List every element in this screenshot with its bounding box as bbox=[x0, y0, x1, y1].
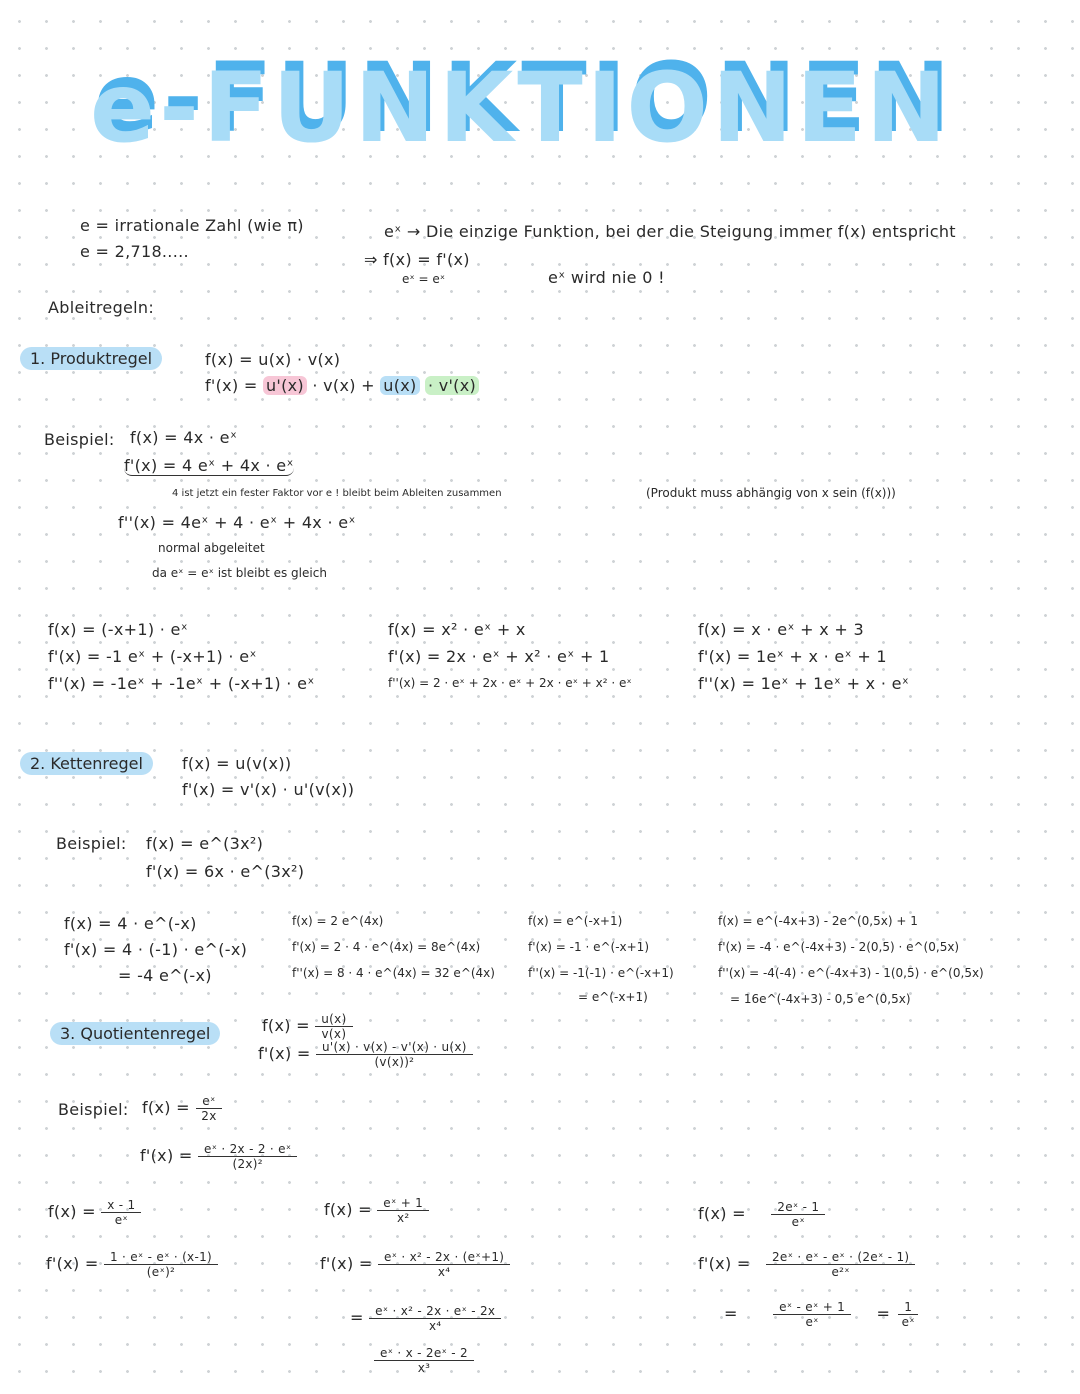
quotient-ex3-s1-frac bbox=[773, 1300, 851, 1329]
quotient-ex3-s1-num: eˣ - eˣ + 1 bbox=[773, 1300, 851, 1315]
quotient-ex2-s1-num: eˣ · x² - 2x · eˣ - 2x bbox=[369, 1304, 501, 1319]
quotient-ex1-f-den: eˣ bbox=[114, 1213, 129, 1227]
quotient-ex2-fp-den: x⁴ bbox=[437, 1265, 451, 1279]
ketten-ex3-f: f(x) = e^(-x+1) bbox=[528, 914, 623, 928]
quotient-ex3-res-frac bbox=[896, 1300, 921, 1329]
page-title: e-FUNKTIONEN bbox=[90, 52, 951, 164]
ketten-ex2-f: f(x) = 2 e^(4x) bbox=[292, 914, 384, 928]
produktregel-rule-fp bbox=[205, 376, 479, 395]
produkt-ex2-fp: f'(x) = 2x · eˣ + x² · eˣ + 1 bbox=[388, 647, 610, 666]
produkt-bsp-fpp: f''(x) = 4eˣ + 4 · eˣ + 4x · eˣ bbox=[118, 513, 356, 532]
quotient-ex3-fp-frac bbox=[766, 1250, 915, 1279]
quotient-ex3-eq2: = bbox=[876, 1304, 891, 1323]
quotientenregel-label: 3. Quotientenregel bbox=[50, 1022, 220, 1045]
quotient-rule-fp-lhs: f'(x) = bbox=[258, 1044, 311, 1063]
e-definition: e = irrationale Zahl (wie π) bbox=[80, 216, 304, 235]
ketten-ex2-fpp: f''(x) = 8 · 4 · e^(4x) = 32 e^(4x) bbox=[292, 966, 495, 980]
quotient-ex1-fp-num: 1 · eˣ - eˣ · (x-1) bbox=[104, 1250, 218, 1265]
ketten-ex3-fpp: f''(x) = -1(-1) · e^(-x+1) bbox=[528, 966, 674, 980]
quotient-ex2-f-den: x² bbox=[396, 1211, 410, 1225]
quotient-ex2-f-lhs: f(x) = bbox=[324, 1200, 372, 1219]
quotient-ex3-f-lhs: f(x) = bbox=[698, 1204, 746, 1223]
kettenregel-rule-f: f(x) = u(v(x)) bbox=[182, 754, 292, 773]
produkt-bsp-fp: f'(x) = 4 eˣ + 4x · eˣ bbox=[124, 456, 294, 475]
u-term: u(x) bbox=[380, 376, 419, 395]
ex-rule-2: eˣ = eˣ bbox=[402, 272, 446, 286]
ketten-ex3-fp: f'(x) = -1 · e^(-x+1) bbox=[528, 940, 650, 954]
kettenregel-rule-fp: f'(x) = v'(x) · u'(v(x)) bbox=[182, 780, 355, 799]
quotient-ex3-f-num: 2eˣ - 1 bbox=[771, 1200, 825, 1215]
produkt-note-2: normal abgeleitet bbox=[158, 541, 265, 555]
produktregel-label: 1. Produktregel bbox=[20, 347, 162, 370]
quotient-ex2-f-num: eˣ + 1 bbox=[377, 1196, 429, 1211]
quotient-rule-fp bbox=[258, 1040, 473, 1069]
ketten-beispiel-label: Beispiel: bbox=[56, 834, 127, 853]
produkt-note-1: 4 ist jetzt ein fester Faktor vor e ! bleibt beim Ableiten zusammen bbox=[172, 488, 502, 499]
u-prime: u'(x) bbox=[263, 376, 307, 395]
produkt-ex1-f: f(x) = (-x+1) · eˣ bbox=[48, 620, 189, 639]
produkt-note-1b: (Produkt muss abhängig von x sein (f(x))) bbox=[646, 486, 896, 500]
ketten-ex4-fp: f'(x) = -4 · e^(-4x+3) - 2(0,5) · e^(0,5x) bbox=[718, 940, 960, 954]
quotient-ex3-fp-lhs: f'(x) = bbox=[698, 1254, 751, 1273]
quotient-ex2-s1-den: x⁴ bbox=[428, 1319, 442, 1333]
kettenregel-label: 2. Kettenregel bbox=[20, 752, 153, 775]
quotient-bsp-f-num: eˣ bbox=[196, 1094, 221, 1109]
quotient-bsp-f-lhs: f(x) = bbox=[142, 1098, 190, 1117]
ketten-ex4-f: f(x) = e^(-4x+3) - 2e^(0,5x) + 1 bbox=[718, 914, 918, 928]
produkt-ex1-fp: f'(x) = -1 eˣ + (-x+1) · eˣ bbox=[48, 647, 257, 666]
ketten-bsp-fp: f'(x) = 6x · e^(3x²) bbox=[146, 862, 305, 881]
quotient-ex1-f-lhs: f(x) = bbox=[48, 1202, 96, 1221]
quotient-rule-f-num: u(x) bbox=[315, 1012, 352, 1027]
quotient-bsp-fp bbox=[140, 1142, 297, 1171]
produkt-beispiel-label: Beispiel: bbox=[44, 430, 115, 449]
quotient-bsp-f bbox=[142, 1094, 223, 1123]
quotient-rule-fp-den: (v(x))² bbox=[374, 1055, 415, 1069]
v-prime: · v'(x) bbox=[425, 376, 479, 395]
quotient-ex1-f-frac bbox=[101, 1198, 141, 1227]
quotient-rule-f-frac bbox=[315, 1012, 352, 1041]
produkt-ex2-fpp: f''(x) = 2 · eˣ + 2x · eˣ + 2x · eˣ + x² · eˣ bbox=[388, 676, 632, 690]
quotient-ex3-s1-den: eˣ bbox=[805, 1315, 819, 1329]
quotient-ex1-fp-frac bbox=[104, 1250, 218, 1279]
ketten-ex1-fp: f'(x) = 4 · (-1) · e^(-x) bbox=[64, 940, 248, 959]
quotient-ex3-fp-den: e²ˣ bbox=[831, 1265, 850, 1279]
produkt-note-3: da eˣ = eˣ ist bleibt es gleich bbox=[152, 566, 327, 580]
produkt-ex2-f: f(x) = x² · eˣ + x bbox=[388, 620, 526, 639]
quotient-ex3-fp bbox=[698, 1250, 915, 1279]
quotient-ex2-fp-frac bbox=[378, 1250, 510, 1279]
ketten-ex1-fpp: = -4 e^(-x) bbox=[118, 966, 212, 985]
quotient-ex2-f bbox=[324, 1196, 429, 1225]
quotient-bsp-fp-lhs: f'(x) = bbox=[140, 1146, 193, 1165]
quotient-ex1-fp-lhs: f'(x) = bbox=[46, 1254, 99, 1273]
quotient-ex3-step1 bbox=[724, 1300, 921, 1329]
quotient-rule-fp-num: u'(x) · v(x) - v'(x) · u(x) bbox=[316, 1040, 473, 1055]
produkt-ex3-fpp: f''(x) = 1eˣ + 1eˣ + x · eˣ bbox=[698, 674, 910, 693]
quotient-ex2-s1-frac bbox=[369, 1304, 501, 1333]
produkt-ex3-fp: f'(x) = 1eˣ + x · eˣ + 1 bbox=[698, 647, 887, 666]
quotient-ex1-fp bbox=[46, 1250, 218, 1279]
ex-never-zero: eˣ wird nie 0 ! bbox=[548, 268, 665, 287]
ketten-ex4-fpp: f''(x) = -4(-4) · e^(-4x+3) - 1(0,5) · e^(0,5x) bbox=[718, 966, 984, 980]
produkt-ex3-f: f(x) = x · eˣ + x + 3 bbox=[698, 620, 864, 639]
v-term: · v(x) + bbox=[312, 376, 375, 395]
quotient-ex2-step1 bbox=[350, 1304, 501, 1333]
quotient-ex2-step2 bbox=[350, 1346, 474, 1375]
quotient-ex3-res-num: 1 bbox=[898, 1300, 918, 1315]
ketten-ex2-fp: f'(x) = 2 · 4 · e^(4x) = 8e^(4x) bbox=[292, 940, 481, 954]
quotient-bsp-fp-frac bbox=[198, 1142, 297, 1171]
quotient-bsp-f-frac bbox=[195, 1094, 222, 1123]
ketten-bsp-f: f(x) = e^(3x²) bbox=[146, 834, 264, 853]
quotient-ex3-f-frac bbox=[771, 1200, 825, 1229]
quotient-rule-f-lhs: f(x) = bbox=[262, 1016, 310, 1035]
quotient-ex2-s2-frac bbox=[374, 1346, 474, 1375]
quotient-ex2-eq: = bbox=[350, 1308, 364, 1327]
produkt-ex1-fpp: f''(x) = -1eˣ + -1eˣ + (-x+1) · eˣ bbox=[48, 674, 315, 693]
quotient-ex3-f-den: eˣ bbox=[791, 1215, 805, 1229]
quotient-ex3-res-den: eˣ bbox=[901, 1315, 915, 1329]
ex-description: eˣ → Die einzige Funktion, bei der die Steigung immer f(x) entspricht bbox=[384, 222, 956, 241]
quotient-ex2-f-frac bbox=[377, 1196, 429, 1225]
quotient-ex2-s2-num: eˣ · x - 2eˣ - 2 bbox=[374, 1346, 474, 1361]
quotient-rule-f-den: v(x) bbox=[321, 1027, 347, 1041]
ex-rule: ⇒ f(x) = f'(x) bbox=[364, 250, 470, 269]
quotient-ex3-f bbox=[698, 1200, 825, 1229]
quotient-rule-f bbox=[262, 1012, 353, 1041]
ketten-ex3-extra: = e^(-x+1) bbox=[578, 990, 648, 1004]
produktregel-rule-f: f(x) = u(x) · v(x) bbox=[205, 350, 341, 369]
ketten-ex4-extra: = 16e^(-4x+3) - 0,5 e^(0,5x) bbox=[730, 992, 911, 1006]
quotient-ex2-fp-lhs: f'(x) = bbox=[320, 1254, 373, 1273]
produkt-bsp-f: f(x) = 4x · eˣ bbox=[130, 428, 238, 447]
quotient-ex1-f bbox=[48, 1198, 141, 1227]
quotient-ex1-f-num: x - 1 bbox=[101, 1198, 141, 1213]
quotient-beispiel-label: Beispiel: bbox=[58, 1100, 129, 1119]
e-value: e = 2,718..... bbox=[80, 242, 189, 261]
quotient-ex2-fp bbox=[320, 1250, 510, 1279]
quotient-ex3-fp-num: 2eˣ · eˣ - eˣ · (2eˣ - 1) bbox=[766, 1250, 915, 1265]
quotient-bsp-fp-num: eˣ · 2x - 2 · eˣ bbox=[198, 1142, 297, 1157]
ketten-ex1-f: f(x) = 4 · e^(-x) bbox=[64, 914, 197, 933]
quotient-ex1-fp-den: (eˣ)² bbox=[146, 1265, 176, 1279]
quotient-rule-fp-frac bbox=[316, 1040, 473, 1069]
fp-lhs: f'(x) = bbox=[205, 376, 258, 395]
quotient-ex3-eq: = bbox=[724, 1304, 738, 1323]
quotient-bsp-fp-den: (2x)² bbox=[232, 1157, 263, 1171]
quotient-ex2-s2-den: x³ bbox=[417, 1361, 431, 1375]
quotient-ex2-fp-num: eˣ · x² - 2x · (eˣ+1) bbox=[378, 1250, 510, 1265]
ableitregeln-heading: Ableitregeln: bbox=[48, 298, 155, 317]
quotient-bsp-f-den: 2x bbox=[201, 1109, 217, 1123]
